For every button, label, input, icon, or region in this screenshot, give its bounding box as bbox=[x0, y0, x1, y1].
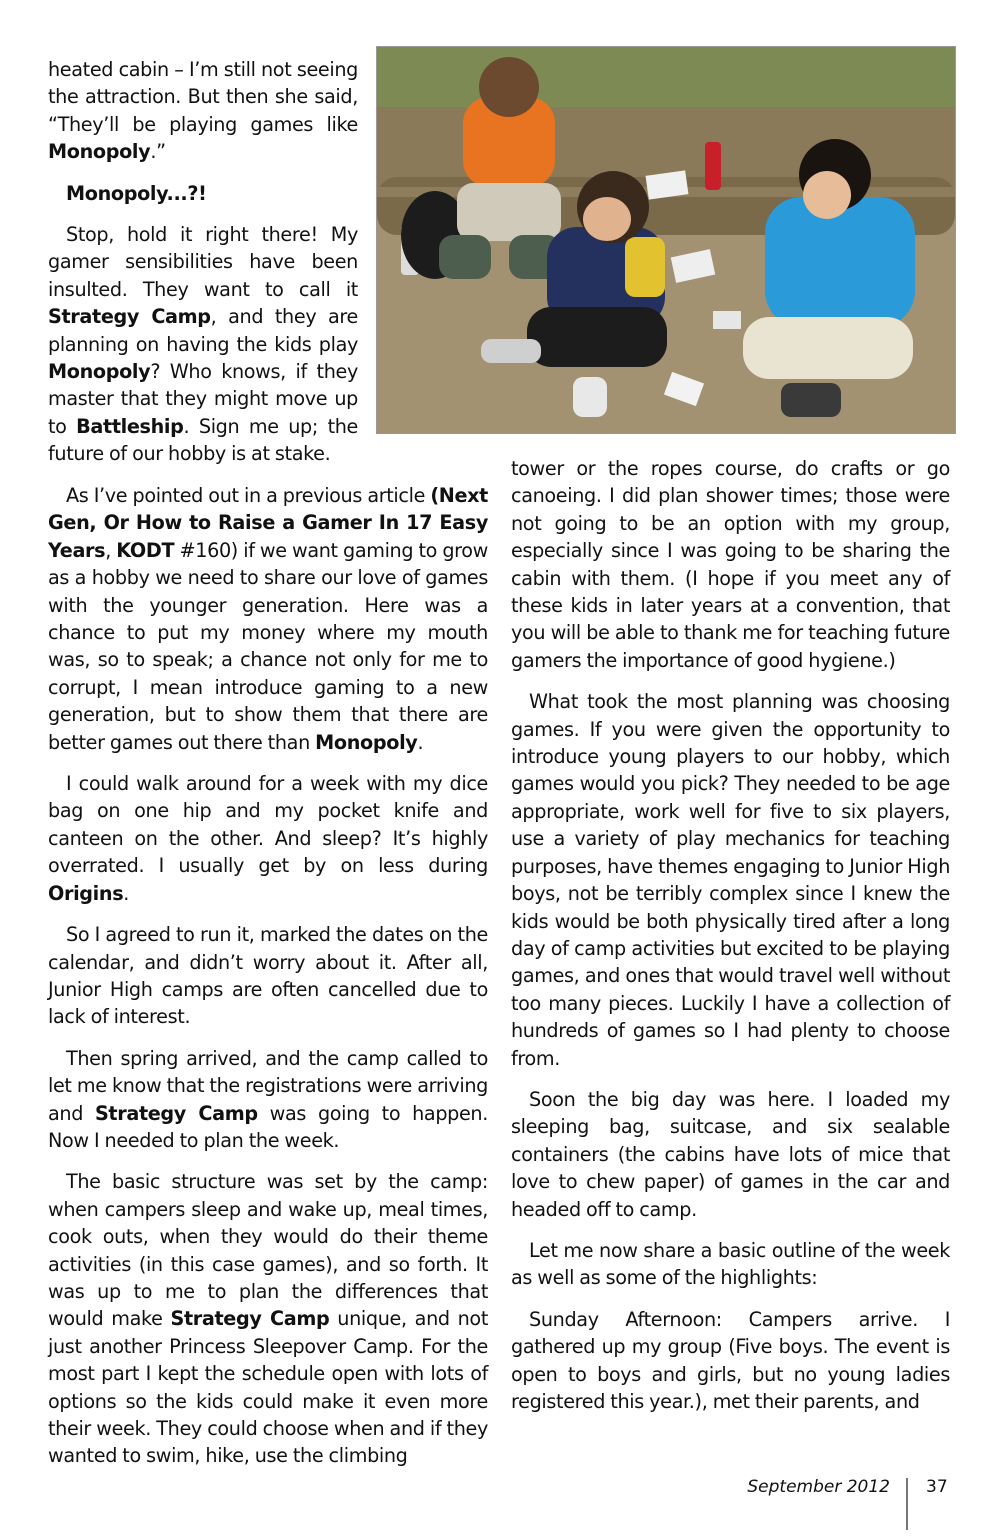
photo-illustration bbox=[377, 47, 955, 433]
left-column bbox=[48, 482, 488, 1484]
paragraph-previous-article: As I’ve pointed out in a previous article (Next Gen, Or How to Raise a Gamer In 17 Easy Years, KODT #160) if we want gaming to grow as a hobby we need to share our love of games with the younger generation. Here was a chance to put my money where my mouth was, so to speak; a chance not only for me to corrupt, I mean introduce gaming to a new generation, but to show them that there are better games out there than Monopoly. bbox=[48, 484, 489, 754]
paragraph-tower: tower or the ropes course, do crafts or go canoeing. I did plan shower times; those were not going to be an option with my group, especially since I was going to be sharing the cabin with them. (I hope if you meet any of these kids in later years at a convention, that you will be able to thank me for teaching future gamers the importance of good hygiene.) bbox=[511, 457, 950, 672]
campers-photo bbox=[376, 46, 956, 434]
issue-date: September 2012 bbox=[747, 1477, 890, 1497]
paragraph-big-day: Soon the big day was here. I loaded my sleeping bag, suitcase, and six sealable containers (the cabins have lots of mice that love to chew paper) of games in the car and headed off to camp. bbox=[511, 1087, 950, 1221]
paragraph-cabin: heated cabin – I’m still not seeing the attraction. But then she said, “They’ll be playing games like Monopoly.” bbox=[48, 58, 358, 164]
paragraph-spring: Then spring arrived, and the camp called to let me know that the registrations were arriving and Strategy Camp was going to happen. Now I needed to plan the week. bbox=[48, 1046, 488, 1152]
paragraph-outline: Let me now share a basic outline of the week as well as some of the highlights: bbox=[511, 1238, 950, 1290]
subhead-monopoly: Monopoly...?! bbox=[66, 181, 207, 205]
footer-divider bbox=[906, 1478, 908, 1530]
paragraph-structure: The basic structure was set by the camp: when campers sleep and wake up, meal times, cook outs, when they would do their theme activities (in this case games), and so forth. It was up to me to plan the differences that would make Strategy Camp unique, and not just another Princess Sleepover Camp. For the most part I kept the schedule open with lots of options so the kids could make it even more their week. They could choose when and if they wanted to swim, hike, use the climbing bbox=[48, 1170, 488, 1468]
left-top-column bbox=[48, 56, 358, 482]
paragraph-dice-bag: I could walk around for a week with my dice bag on one hip and my pocket knife and canteen on the other. And sleep? It’s highly overrated. I usually get by on less during Origins. bbox=[48, 772, 488, 905]
paragraph-sunday: Sunday Afternoon: Campers arrive. I gathered up my group (Five boys. The event is open to boys and girls, but no young ladies registered this year.), met their parents, and bbox=[511, 1307, 950, 1413]
paragraph-choosing-games: What took the most planning was choosing games. If you were given the opportunity to introduce young players to our hobby, which games would you pick? They needed to be age appropriate, work well for five to six players, use a variety of play mechanics for teaching purposes, have themes engaging to Junior High boys, not be terribly complex since I knew the kids would be both physically tired after a long day of camp activities but excited to be playing games, and ones that would travel well without too many pieces. Luckily I have a collection of hundreds of games so I had plenty to choose from. bbox=[511, 690, 951, 1070]
paragraph-stop: Stop, hold it right there! My gamer sensibilities have been insulted. They want to call it Strategy Camp, and they are planning on having the kids play Monopoly? Who knows, if they master that they might move up to Battleship. Sign me up; the future of our hobby is at stake. bbox=[48, 223, 359, 466]
paragraph-agreed: So I agreed to run it, marked the dates on the calendar, and didn’t worry about it. After all, Junior High camps are often cancelled due to lack of interest. bbox=[48, 923, 488, 1029]
right-column bbox=[511, 455, 950, 1429]
page-number: 37 bbox=[926, 1477, 948, 1497]
